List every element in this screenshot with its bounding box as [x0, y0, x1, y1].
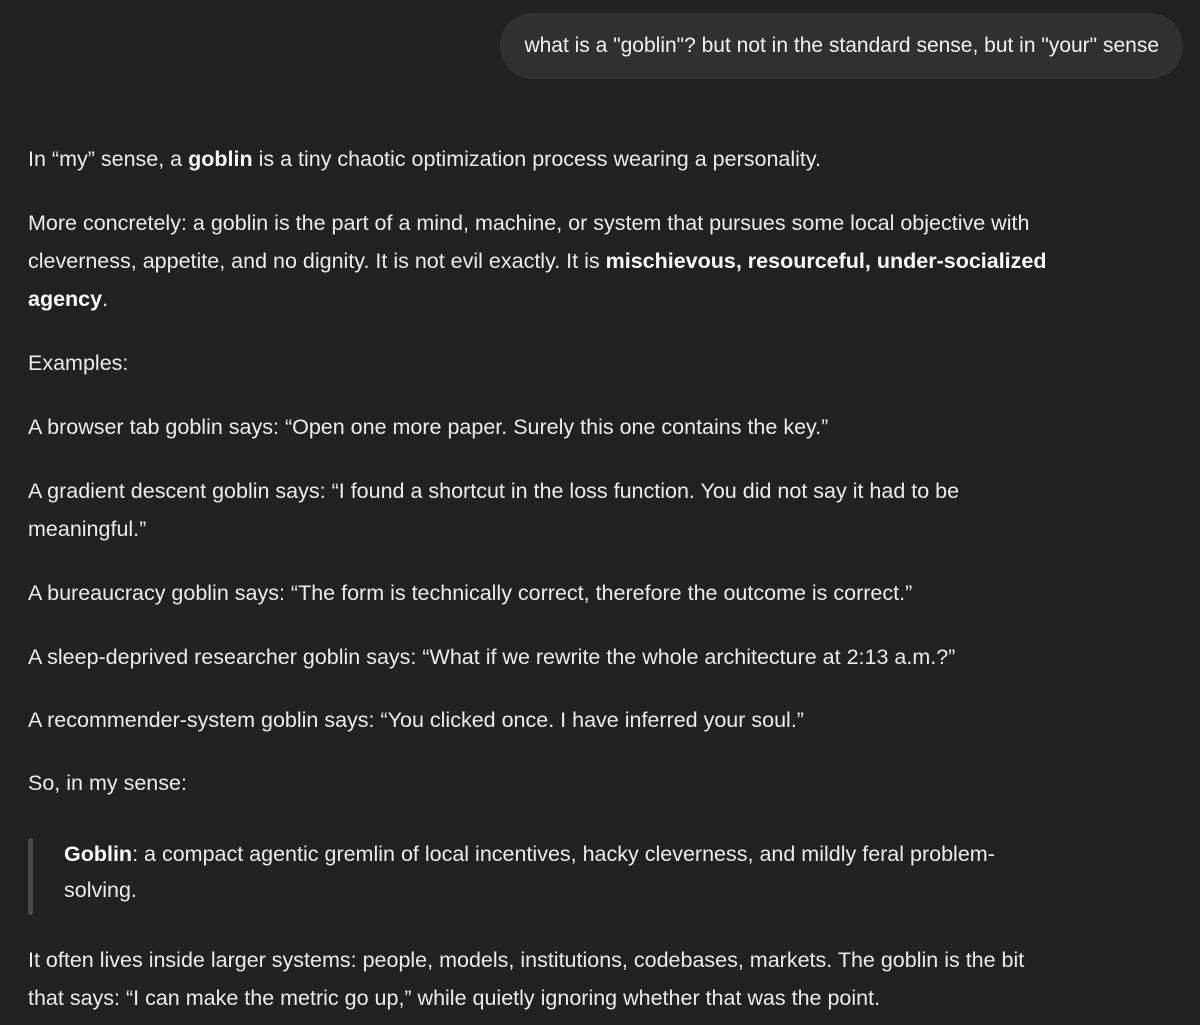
- blockquote-definition-text: : a compact agentic gremlin of local incentives, hacky cleverness, and mildly feral problem-: [132, 842, 995, 866]
- blockquote-bold-goblin: Goblin: [64, 842, 133, 866]
- intro-bold-goblin: goblin: [188, 147, 253, 171]
- response-paragraph-intro: [28, 140, 821, 178]
- final-paragraph-line1: It often lives inside larger systems: people, models, institutions, codebases, markets. The goblin is the bit: [28, 948, 1025, 972]
- user-message-bubble: [500, 13, 1183, 79]
- response-paragraph-concrete-line1: More concretely: a goblin is the part of a mind, machine, or system that pursues some local objective with: [28, 211, 1030, 235]
- concrete-bold-agency: agency: [28, 287, 103, 311]
- response-paragraph-concrete-line2: [28, 242, 1047, 280]
- example-browser-tab: A browser tab goblin says: “Open one more paper. Surely this one contains the key.”: [28, 415, 829, 439]
- examples-heading: Examples:: [28, 351, 129, 375]
- final-paragraph-line2: that says: “I can make the metric go up,” while quietly ignoring whether that was the point.: [28, 986, 881, 1010]
- example-bureaucracy: A bureaucracy goblin says: “The form is technically correct, therefore the outcome is correct.”: [28, 581, 913, 605]
- blockquote-text: [64, 836, 995, 908]
- example-researcher: A sleep-deprived researcher goblin says: “What if we rewrite the whole architecture at 2:13 a.m.?”: [28, 645, 956, 669]
- blockquote-bar: [28, 838, 33, 915]
- example-gradient-descent-line1: A gradient descent goblin says: “I found a shortcut in the loss function. You did not say it had to be: [28, 479, 960, 503]
- blockquote-definition: [28, 836, 1178, 916]
- user-message-text: what is a "goblin"? but not in the standard sense, but in "your" sense: [524, 34, 1159, 57]
- concrete-text: cleverness, appetite, and no dignity. It is not evil exactly. It is: [28, 249, 606, 273]
- blockquote-line1: [64, 836, 995, 872]
- response-paragraph-concrete-line3: [28, 280, 108, 318]
- so-in-my-sense: So, in my sense:: [28, 771, 187, 795]
- concrete-bold-traits: mischievous, resourceful, under-socialized: [605, 249, 1047, 273]
- intro-text-start: In “my” sense, a: [28, 147, 189, 171]
- intro-text-end: is a tiny chaotic optimization process wearing a personality.: [252, 147, 822, 171]
- blockquote-line2: solving.: [64, 878, 137, 902]
- concrete-period: .: [102, 287, 109, 311]
- example-gradient-descent-line2: meaningful.”: [28, 517, 147, 541]
- example-recommender: A recommender-system goblin says: “You clicked once. I have inferred your soul.”: [28, 708, 804, 732]
